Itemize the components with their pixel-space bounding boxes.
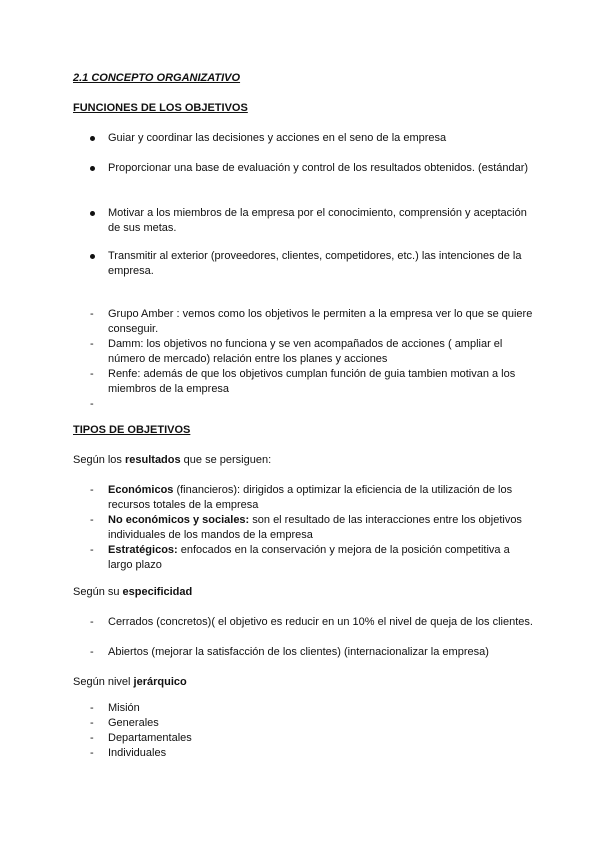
bullet-text: Guiar y coordinar las decisiones y acciones en el seno de la empresa — [108, 132, 447, 144]
intro-especificidad — [73, 585, 192, 600]
list-item — [90, 731, 533, 746]
dash-icon: - — [90, 514, 94, 526]
item-bold: No económicos y sociales: — [108, 514, 250, 526]
bullet-text: Proporcionar una base de evaluación y control de los resultados obtenidos. (estándar) — [108, 162, 529, 174]
item-bold: Estratégicos: — [108, 544, 178, 556]
bullet-text: Motivar a los miembros de la empresa por el conocimiento, comprensión y aceptación de sus metas. — [108, 207, 527, 234]
item-text: Abiertos (mejorar la satisfacción de los clientes) (internacionalizar la empresa) — [108, 646, 489, 658]
item-text: Individuales — [108, 747, 167, 759]
item-bold: Económicos — [108, 484, 174, 496]
bullet-item — [108, 161, 533, 176]
intro-text: Según nivel — [73, 676, 134, 688]
bullet-text: Transmitir al exterior (proveedores, clientes, competidores, etc.) las intenciones de la empresa. — [108, 250, 522, 277]
example-text: Grupo Amber : vemos como los objetivos le permiten a la empresa ver lo que se quiere conseguir. — [108, 308, 533, 335]
intro-text: Según su — [73, 586, 123, 598]
dash-icon: - — [90, 484, 94, 496]
heading-tipos: TIPOS DE OBJETIVOS — [73, 424, 191, 436]
item-text: Departamentales — [108, 732, 192, 744]
dash-icon: - — [90, 732, 94, 744]
dash-icon: - — [90, 368, 94, 380]
bullet-icon — [90, 211, 95, 216]
example-item — [90, 307, 533, 337]
dash-icon: - — [90, 544, 94, 556]
list-item — [90, 513, 533, 543]
intro-text: Según los — [73, 454, 125, 466]
bullet-icon — [90, 166, 95, 171]
intro-bold: jerárquico — [133, 676, 187, 688]
list-item — [90, 716, 533, 731]
intro-text: que se persiguen: — [180, 454, 272, 466]
item-text: son el resultado de las interacciones entre los objetivos individuales de los mandos de la empresa — [108, 514, 522, 541]
dash-icon: - — [90, 702, 94, 714]
intro-bold: especificidad — [122, 586, 193, 598]
example-item — [90, 367, 533, 397]
bullet-item — [108, 131, 533, 146]
item-text: (financieros): dirigidos a optimizar la eficiencia de la utilización de los recursos totales de la empresa — [108, 484, 513, 511]
section-title: 2.1 CONCEPTO ORGANIZATIVO — [73, 72, 241, 84]
example-item — [90, 337, 533, 367]
intro-bold: resultados — [124, 454, 181, 466]
list-item — [90, 543, 533, 573]
dash-icon: - — [90, 646, 94, 658]
item-text: Generales — [108, 717, 159, 729]
dash-icon: - — [90, 398, 94, 410]
dash-icon: - — [90, 717, 94, 729]
bullet-item — [108, 206, 533, 236]
dash-icon: - — [90, 616, 94, 628]
dash-icon: - — [90, 308, 94, 320]
dash-icon: - — [90, 338, 94, 350]
example-text: Renfe: además de que los objetivos cumplan función de guia tambien motivan a los miembros de la empresa — [108, 368, 516, 395]
list-item — [90, 483, 533, 513]
list-item — [90, 746, 533, 761]
item-text: Cerrados (concretos)( el objetivo es reducir en un 10% el nivel de queja de los clientes. — [108, 616, 533, 628]
intro-jerarquico — [73, 675, 187, 690]
example-text: Damm: los objetivos no funciona y se ven acompañados de acciones ( ampliar el número de mercado) relación entre los planes y acciones — [108, 338, 503, 365]
list-item — [90, 645, 533, 660]
list-item — [90, 701, 533, 716]
bullet-item — [108, 249, 533, 279]
item-text: Misión — [108, 702, 140, 714]
bullet-icon — [90, 136, 95, 141]
intro-resultados — [73, 453, 271, 468]
item-text: enfocados en la conservación y mejora de la posición competitiva a largo plazo — [108, 544, 510, 571]
bullet-icon — [90, 254, 95, 259]
list-item — [90, 615, 533, 630]
dash-icon: - — [90, 747, 94, 759]
heading-funciones: FUNCIONES DE LOS OBJETIVOS — [73, 102, 248, 114]
